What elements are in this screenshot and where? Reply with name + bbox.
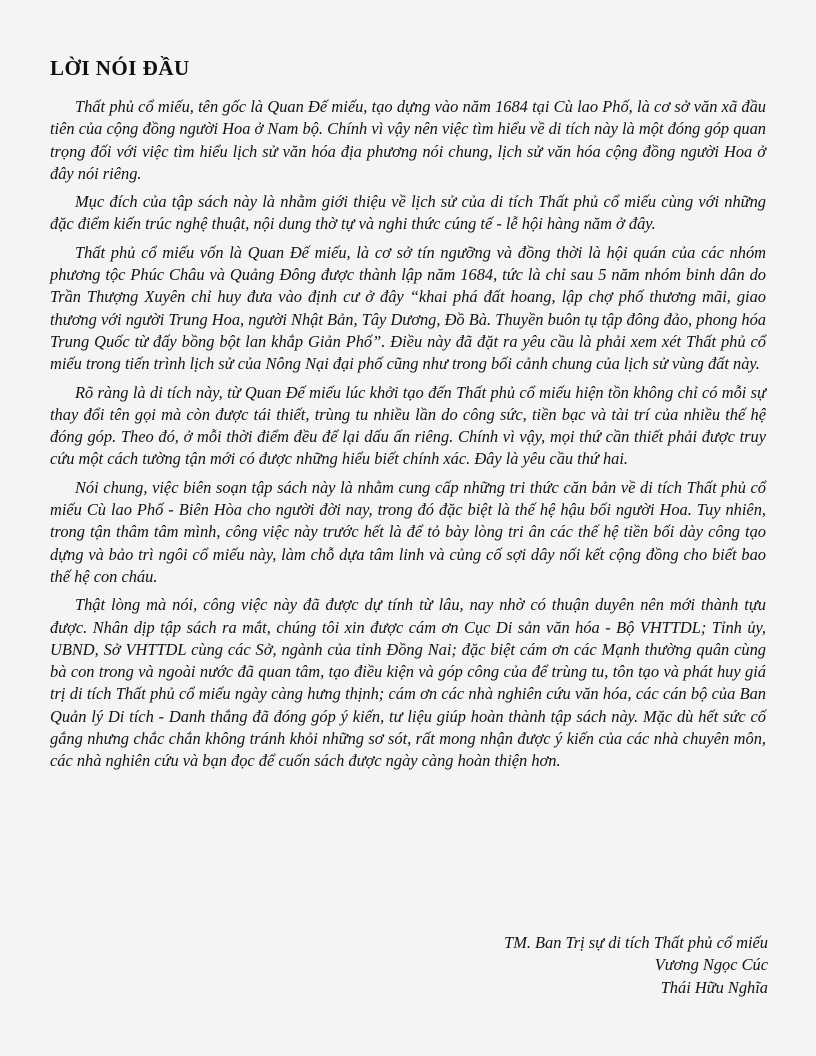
signature-author-2: Thái Hữu Nghĩa [660, 977, 768, 997]
document-body [50, 96, 766, 779]
paragraph: Rõ ràng là di tích này, từ Quan Đế miếu lúc khởi tạo đến Thất phủ cổ miếu hiện tồn không chỉ có mỗi sự thay đổi tên gọi mà còn được tái thiết, trùng tu nhiều lần do công sức, tiền bạc và tài trí của nhiều thế hệ đóng góp. Theo đó, ở mỗi thời điểm đều để lại dấu ấn riêng. Chính vì vậy, mọi thứ cần thiết phải được truy cứu một cách tường tận mới có được những hiểu biết chính xác. Đây là yêu cầu thứ hai. [50, 382, 766, 469]
paragraph: Nói chung, việc biên soạn tập sách này là nhằm cung cấp những tri thức căn bản về di tích Thất phủ cổ miếu Cù lao Phố - Biên Hòa cho người đời nay, trong đó đặc biệt là thế hệ hậu bối người Hoa. Tuy nhiên, trong tận thâm tâm mình, công việc này trước hết là để tỏ bày lòng tri ân các thế hệ tiền bối dày công tạo dựng và bảo trì ngôi cổ miếu này, làm chỗ dựa tâm linh và củng cố sợi dây nối kết cộng đồng cho biết bao thế hệ con cháu. [50, 477, 766, 586]
paragraph: Thất phủ cổ miếu vốn là Quan Đế miếu, là cơ sở tín ngưỡng và đồng thời là hội quán của các nhóm phương tộc Phúc Châu và Quảng Đông được thành lập năm 1684, tức là chỉ sau 5 năm nhóm binh dân do Trần Thượng Xuyên chỉ huy đưa vào định cư ở đây “khai phá đất hoang, lập chợ phố thương mãi, giao thương với người Trung Hoa, người Nhật Bản, Tây Dương, Đồ Bà. Thuyền buôn tụ tập đông đảo, phong hóa Trung Quốc từ đấy bồng bột lan khắp Giản Phố”. Điều này đã đặt ra yêu cầu là phải xem xét Thất phủ cổ miếu trong tiến trình lịch sử của Nông Nại đại phố cũng như trong bối cảnh chung của lịch sử vùng đất này. [50, 242, 766, 374]
paragraph: Thật lòng mà nói, công việc này đã được dự tính từ lâu, nay nhờ có thuận duyên nên mới thành tựu được. Nhân dịp tập sách ra mắt, chúng tôi xin được cám ơn Cục Di sản văn hóa - Bộ VHTTDL; Tỉnh ủy, UBND, Sở VHTTDL cùng các Sở, ngành của tỉnh Đồng Nai; đặc biệt cám ơn các Mạnh thường quân cùng bà con trong và ngoài nước đã quan tâm, tạo điều kiện và góp công của để trùng tu, tôn tạo và phát huy giá trị di tích Thất phủ cổ miếu ngày càng hưng thịnh; cám ơn các nhà nghiên cứu văn hóa, các cán bộ của Ban Quản lý Di tích - Danh thắng đã đóng góp ý kiến, tư liệu giúp hoàn thành tập sách này. Mặc dù hết sức cố gắng nhưng chắc chắn không tránh khỏi những sơ sót, rất mong nhận được ý kiến của các nhà chuyên môn, các nhà nghiên cứu và bạn đọc để cuốn sách được ngày càng hoàn thiện hơn. [50, 595, 766, 771]
signature-block [504, 932, 768, 999]
signature-author-1: Vương Ngọc Cúc [654, 955, 768, 975]
signature-organization: TM. Ban Trị sự di tích Thất phủ cổ miếu [504, 933, 768, 952]
page-title: LỜI NÓI ĐẦU [50, 56, 190, 80]
paragraph: Mục đích của tập sách này là nhằm giới thiệu về lịch sử của di tích Thất phủ cổ miếu cùng với những đặc điểm kiến trúc nghệ thuật, nội dung thờ tự và nghi thức cúng tế - lễ hội hàng năm ở đây. [50, 192, 766, 234]
paragraph: Thất phủ cổ miếu, tên gốc là Quan Đế miếu, tạo dựng vào năm 1684 tại Cù lao Phố, là cơ sở văn xã đầu tiên của cộng đồng người Hoa ở Nam bộ. Chính vì vậy nên việc tìm hiểu về di tích này là một đóng góp quan trọng đối với việc tìm hiểu lịch sử văn hóa địa phương nói chung, lịch sử văn hóa cộng đồng người Hoa ở đây nói riêng. [50, 97, 766, 183]
